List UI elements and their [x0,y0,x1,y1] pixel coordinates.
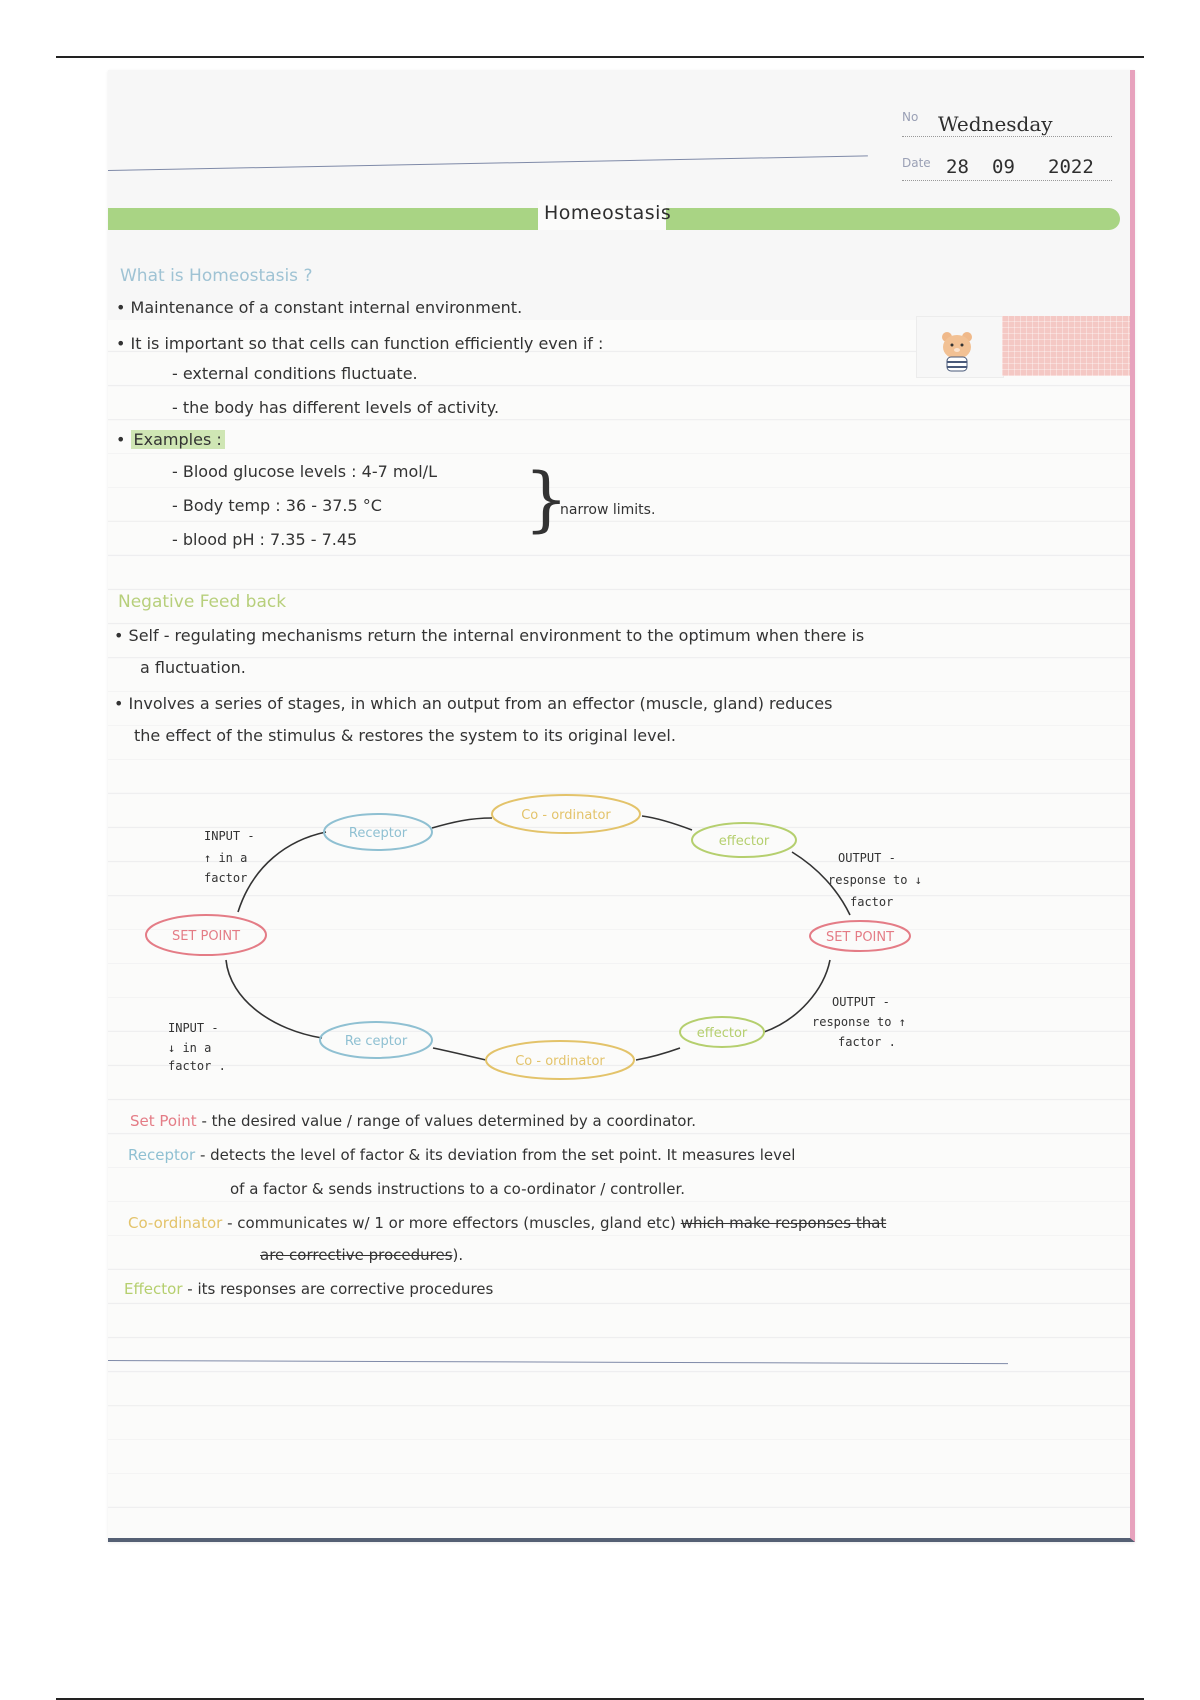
date-year: 2022 [1048,156,1094,178]
sub-external: - external conditions fluctuate. [172,364,418,383]
curve-bottom-1 [433,1048,486,1060]
example-temp: - Body temp : 36 - 37.5 °C [172,496,382,515]
curve-left-bottom [226,960,322,1038]
heading-what-is: What is Homeostasis ? [120,266,313,286]
coordinator-struck-2: are corrective procedures [260,1246,453,1264]
narrow-limits-note: narrow limits. [560,502,656,518]
top-effector-label: effector [718,834,770,849]
bottom-coordinator-label: Co - ordinator [515,1054,605,1069]
bullet-self-regulating-text: Self - regulating mechanisms return the internal environment to the optimum when there is [128,626,865,645]
node-bottom-coordinator [486,1041,634,1079]
def-effector [124,1280,493,1298]
bullet-maintenance-text: Maintenance of a constant internal environment. [130,298,523,317]
receptor-definition-2: of a factor & sends instructions to a co-ordinator / controller. [230,1180,686,1198]
def-coordinator [128,1214,886,1232]
bullet-self-regulating: • Self - regulating mechanisms return the internal environment to the optimum when there is [114,626,865,645]
washi-tape [1002,316,1130,376]
bottom-receptor-label: Re ceptor [344,1034,408,1049]
bullet-involves: • Involves a series of stages, in which an output from an effector (muscle, gland) reduces [114,694,833,713]
examples-item: • Examples : [116,430,225,449]
bullet-maintenance: • Maintenance of a constant internal environment. [116,298,523,317]
def-set-point [130,1112,696,1130]
curve-left-top [238,832,326,912]
bullet-important: • It is important so that cells can function efficiently even if : [116,334,604,353]
date-label: Date [902,156,931,170]
feedback-loop-diagram [108,770,1108,1250]
curve-top-1 [432,818,492,828]
heading-negative-feedback: Negative Feed back [118,592,287,612]
curve-top-2 [642,816,692,830]
input-bottom-line-1: INPUT - [168,1021,219,1035]
input-top-line-1: INPUT - [204,829,255,843]
effector-term: Effector [124,1280,183,1298]
coordinator-line-2 [260,1246,463,1264]
left-set-point-label: SET POINT [171,929,241,944]
input-top-line-2: ↑ in a [204,851,248,865]
node-right-set-point [810,921,910,951]
output-top-line-2: response to ↓ [828,873,922,887]
top-receptor-label: Receptor [348,826,408,841]
date-day: 28 [946,156,969,178]
coordinator-term: Co-ordinator [128,1214,223,1232]
notebook-page [108,70,1135,1542]
coordinator-end: ). [452,1246,464,1264]
node-left-set-point [146,915,266,955]
node-top-receptor [324,814,432,850]
date-underline [902,180,1112,181]
input-bottom-line-3: factor . [168,1059,226,1073]
node-top-coordinator [492,795,640,833]
output-bottom-line-2: response to ↑ [812,1015,906,1029]
top-rule [56,56,1144,58]
set-point-term: Set Point [130,1112,197,1130]
brace-icon: } [524,458,569,540]
date-month: 09 [992,156,1015,178]
top-coordinator-label: Co - ordinator [521,808,611,823]
output-bottom-line-3: factor . [838,1035,896,1049]
bottom-page-rule [108,1360,1008,1364]
node-bottom-effector [680,1017,764,1047]
def-receptor [128,1146,795,1164]
bullet-self-regulating-cont: a fluctuation. [140,658,246,677]
coordinator-struck-1: which make responses that [680,1214,887,1232]
page-title: Homeostasis [544,202,672,224]
input-bottom-annotation [168,1021,226,1073]
node-top-effector [692,823,796,857]
input-bottom-line-2: ↓ in a [168,1041,212,1055]
input-top-annotation [204,829,255,885]
bullet-important-text: It is important so that cells can function efficiently even if : [130,334,604,353]
sticker-paper [916,316,1004,378]
node-bottom-receptor [320,1022,432,1058]
output-bottom-line-1: OUTPUT - [832,995,890,1009]
bear-icon [917,317,1003,377]
bear-sticker [916,316,1130,376]
no-label: No [902,110,919,124]
no-underline [902,136,1112,137]
example-ph: - blood pH : 7.35 - 7.45 [172,530,358,549]
effector-definition: - its responses are corrective procedures [187,1280,494,1298]
coordinator-definition-1: - communicates w/ 1 or more effectors (muscles, gland etc) [227,1214,676,1232]
bottom-effector-label: effector [696,1026,748,1041]
set-point-definition: - the desired value / range of values determined by a coordinator. [201,1112,697,1130]
example-glucose: - Blood glucose levels : 4-7 mol/L [172,462,437,481]
receptor-term: Receptor [128,1146,196,1164]
day-value: Wednesday [938,112,1053,136]
sub-activity: - the body has different levels of activity. [172,398,500,417]
input-top-line-3: factor [204,871,248,885]
output-top-line-1: OUTPUT - [838,851,896,865]
output-top-line-3: factor [850,895,894,909]
bullet-involves-text: Involves a series of stages, in which an output from an effector (muscle, gland) reduces [128,694,833,713]
output-bottom-annotation [812,995,906,1049]
bullet-involves-cont: the effect of the stimulus & restores the system to its original level. [134,726,676,745]
receptor-definition-1: - detects the level of factor & its deviation from the set point. It measures level [199,1146,796,1164]
examples-label: Examples : [131,430,225,449]
curve-bottom-2 [636,1048,680,1060]
right-set-point-label: SET POINT [825,930,895,945]
